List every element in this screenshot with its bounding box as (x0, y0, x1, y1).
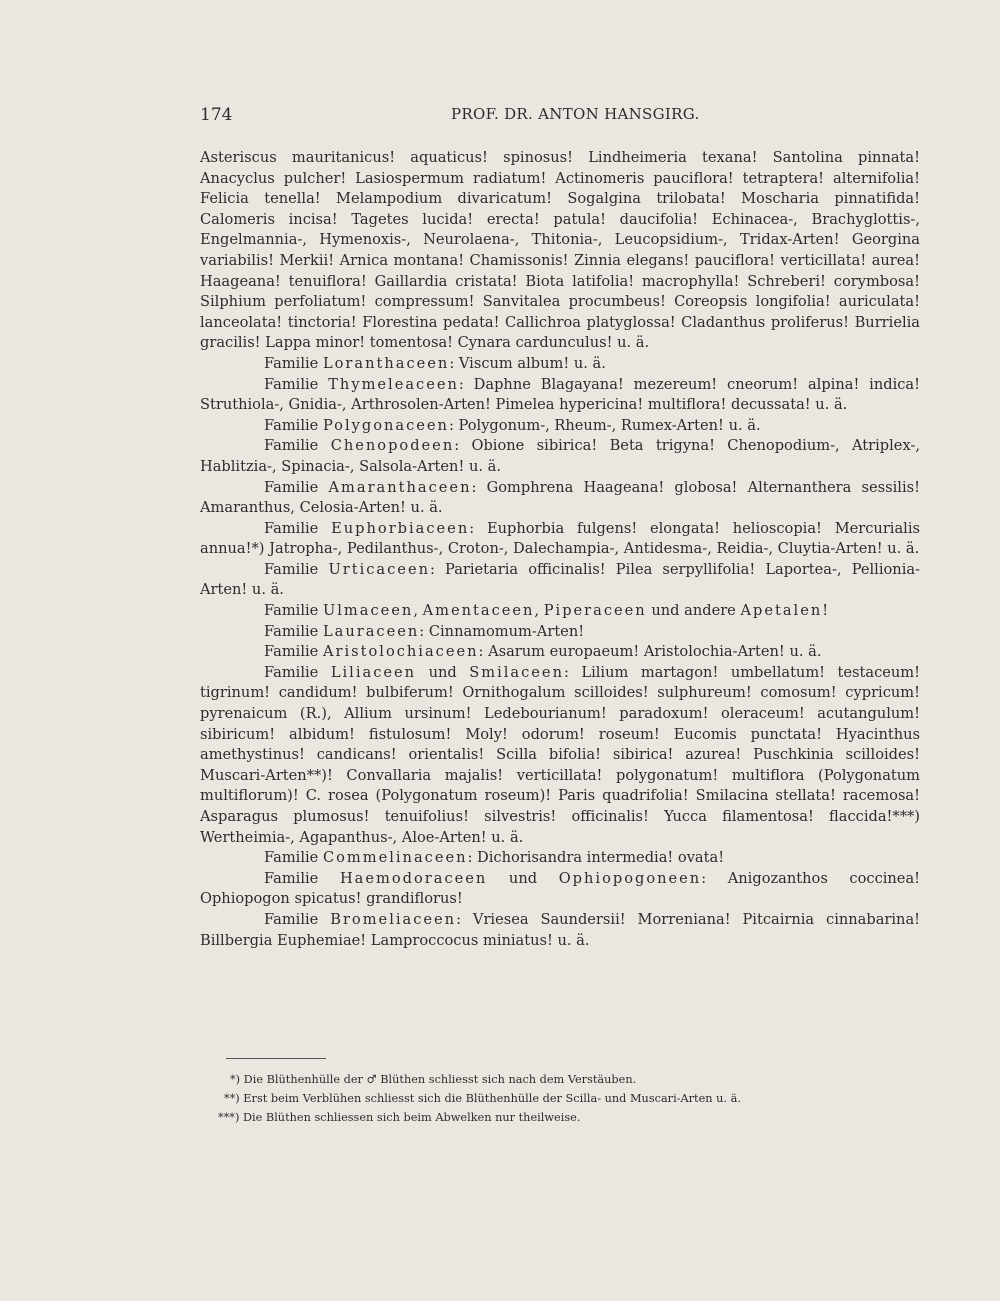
footnote-divider (226, 1058, 326, 1059)
paragraph-polygonaceen: Familie Polygonaceen: Polygonum-, Rheum-, Rumex-Arten! u. ä. (264, 416, 761, 434)
family-name: Liliaceen (330, 663, 417, 681)
paragraph-chenopodeen: Familie Chenopodeen: Obione sibirica! Beta trigyna! Chenopodium-, Atriplex-, Hablitzia-, Spinacia-, Salsola-Arten! u. ä. (200, 437, 920, 475)
paragraph-lauraceen: Familie Lauraceen: Cinnamomum-Arten! (264, 622, 585, 640)
family-name: Lauraceen (322, 622, 420, 640)
page-number: 174 (200, 105, 233, 125)
family-name: Piperaceen (543, 602, 647, 620)
family-name: Commelinaceen (322, 849, 468, 867)
footnote-2: **) Erst beim Verblühen schliesst sich die Blüthenhülle der Scilla- und Muscari-Arten u. ä. (224, 1092, 741, 1105)
family-name: Amentaceen (422, 602, 535, 620)
footnotes (200, 1070, 920, 1127)
family-name: Polygonaceen (322, 416, 449, 434)
family-name: Thymeleaceen (328, 375, 459, 393)
paragraph-aristolochiaceen: Familie Aristolochiaceen: Asarum europaeum! Aristolochia-Arten! u. ä. (264, 643, 822, 661)
paragraph-loranthaceen: Familie Loranthaceen: Viscum album! u. ä. (264, 354, 606, 372)
running-title: PROF. DR. ANTON HANSGIRG. (451, 105, 700, 123)
family-name: Haemodoraceen (339, 869, 488, 887)
paragraph-amaranthaceen: Familie Amaranthaceen: Gomphrena Haageana! globosa! Alternanthera sessilis! Amaranthus, Celosia-Arten! u. ä. (200, 478, 920, 517)
family-name: Euphorbiaceen (331, 519, 470, 537)
paragraph-thymeleaceen: Familie Thymeleaceen: Daphne Blagayana! mezereum! cneorum! alpina! indica! Struthiola-, Gnidia-, Arthrosolen-Arten! Pimelea hypericina! multiflora! decussata! u. ä. (200, 375, 921, 414)
family-name: Apetalen (740, 602, 823, 620)
body-text (200, 148, 920, 951)
paragraph-liliaceen: Familie Liliaceen und Smilaceen: Lilium martagon! umbellatum! testaceum! tigrinum! candidum! bulbiferum! Ornithogalum scilloides! sulphureum! comosum! cypricum! pyrenaicum (R.), Allium ursinum! Ledebourianum! paradoxum! oleraceum! acutangulum! sibiricum! albidum! fistulosum! Moly! odorum! roseum! Eucomis punctata! Hyacinthus amethystinus! candicans! orientalis! Scilla bifolia! sibirica! azurea! Puschkinia scilloides! Muscari-Arten**)! Convallaria majalis! verticillata! polygonatum! multiflora (Polygonatum multiflorum)! C. rosea (Polygonatum roseum)! Paris quadrifolia! Smilacina stellata! racemosa! Asparagus plumosus! tenuifolius! silvestris! officinalis! Yucca filamentosa! flaccida!***) Wertheimia-, Agapanthus-, Aloe-Arten! u. ä. (200, 663, 921, 846)
paragraph-apetalen: Familie Ulmaceen, Amentaceen, Piperaceen und andere Apetalen! (264, 602, 829, 620)
family-name: Urticaceen (328, 560, 430, 578)
family-name: Chenopodeen (330, 437, 455, 455)
family-name: Bromeliaceen (330, 910, 457, 928)
footnote-1: *) Die Blüthenhülle der ♂ Blüthen schliesst sich nach dem Verstäuben. (230, 1073, 637, 1086)
family-name: Amaranthaceen (328, 478, 472, 496)
family-name: Loranthaceen (322, 354, 450, 372)
paragraph-euphorbiaceen: Familie Euphorbiaceen: Euphorbia fulgens! elongata! helioscopia! Mercurialis annua!*) Jatropha-, Pedilanthus-, Croton-, Dalechampia-, Antidesma-, Reidia-, Cluytia-Arten! u. ä. (200, 519, 921, 558)
paragraph-bromeliaceen: Familie Bromeliaceen: Vriesea Saundersii! Morreniana! Pitcairnia cinnabarina! Billbergia Euphemiae! Lamproccocus miniatus! u. ä. (200, 910, 921, 949)
family-name: Ophiopogoneen (558, 869, 702, 887)
paragraph-commelinaceen: Familie Commelinaceen: Dichorisandra intermedia! ovata! (264, 849, 725, 867)
footnote-3: ***) Die Blüthen schliessen sich beim Abwelken nur theilweise. (218, 1111, 581, 1124)
page-header (200, 105, 916, 131)
paragraph-haemodoraceen: Familie Haemodoraceen und Ophiopogoneen: Anigozanthos coccinea! Ophiopogon spicatus! grandiflorus! (200, 869, 921, 908)
family-name: Ulmaceen (322, 602, 414, 620)
family-name: Smilaceen (469, 663, 564, 681)
paragraph-urticaceen: Familie Urticaceen: Parietaria officinalis! Pilea serpyllifolia! Laportea-, Pellionia-Arten! u. ä. (200, 560, 920, 599)
paragraph-compositae-list: Asteriscus mauritanicus! aquaticus! spinosus! Lindheimeria texana! Santolina pinnata! Anacyclus pulcher! Lasiospermum radiatum! Actinomeris pauciflora! tetraptera! alternifolia! Felicia tenella! Melampodium divaricatum! Sogalgina trilobata! Moscharia pinnatifida! Calomeris incisa! Tagetes lucida! erecta! patula! daucifolia! Echinacea-, Brachyglottis-, Engelmannia-, Hymenoxis-, Neurolaena-, Thitonia-, Leucopsidium-, Tridax-Arten! Georgina variabilis! Merkii! Arnica montana! Chamissonis! Zinnia elegans! pauciflora! verticillata! aurea! Haageana! tenuiflora! Gaillardia cristata! Biota latifolia! macrophylla! Schreberi! corymbosa! Silphium perfoliatum! compressum! Sanvitalea procumbeus! Coreopsis longifolia! auriculata! lanceolata! tinctoria! Florestina pedata! Callichroa platyglossa! Cladanthus proliferus! Burrielia gracilis! Lappa minor! tomentosa! Cynara cardunculus! u. ä. (200, 149, 920, 352)
family-name: Aristolochiaceen (322, 643, 479, 661)
